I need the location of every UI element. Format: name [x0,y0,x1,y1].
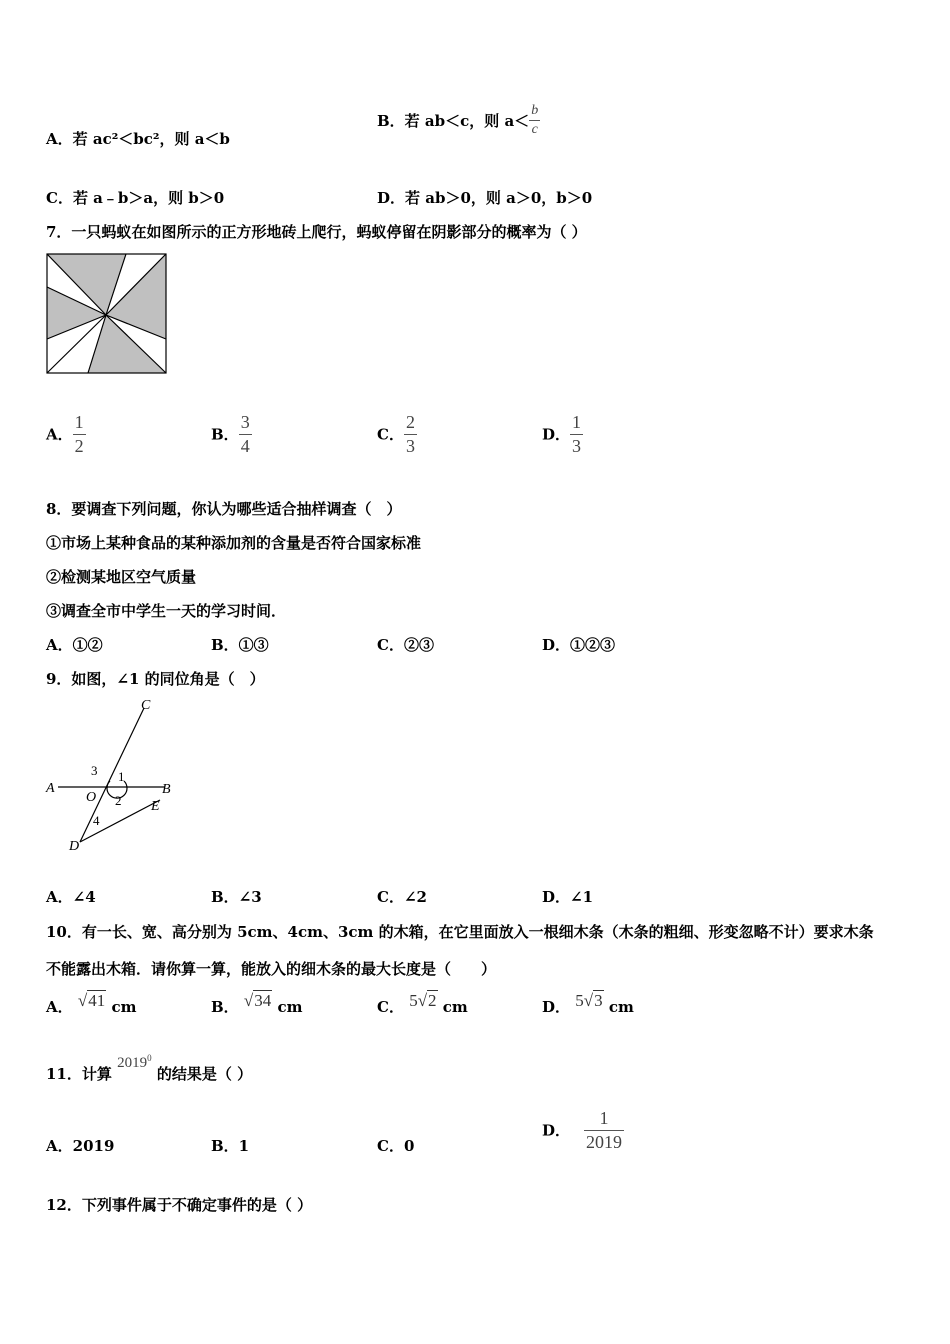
q11-option-c: C．0 [377,1137,415,1155]
label-d: D [69,839,80,854]
q6-option-b: B．若 ab＜c，则 a＜ $\frac{b}{c}$ [377,103,539,138]
angle-4-label: 4 [93,813,100,828]
label-c: C [141,698,151,713]
q8-question: 8．要调查下列问题，你认为哪些适合抽样调查（ ） [46,500,402,518]
q9-option-c: C．∠2 [377,888,427,906]
q8-option-d: D．①②③ [542,636,616,654]
q7-square-tile-figure [46,253,168,375]
q6-option-b-fraction: $\frac{b}{c}$ [531,103,539,138]
q8-item-1: ①市场上某种食品的某种添加剂的含量是否符合国家标准 [46,534,422,552]
q7-option-c: C． $\frac{2}{3}$ [377,412,415,456]
q11-option-d: D． $\frac{1}{2019}$ [542,1108,623,1152]
q10-option-d: D． 5√3 cm [542,991,634,1016]
q9-question: 9．如图，∠1 的同位角是（ ） [46,670,265,688]
label-b: B [162,782,171,797]
q7-option-b: B． $\frac{3}{4}$ [211,412,250,456]
q8-item-3: ③调查全市中学生一天的学习时间． [46,602,287,620]
q9-option-b: B．∠3 [211,888,262,906]
q9-option-d: D．∠1 [542,888,594,906]
q10-option-b: B． √34 cm [211,991,303,1016]
q8-option-a: A．①② [46,636,103,654]
q11-option-a: A．2019 [46,1137,115,1155]
angle-1-label: 1 [118,769,125,784]
q10-question-line-1: 10．有一长、宽、高分别为 5cm、4cm、3cm 的木箱，在它里面放入一根细木条（木条的粗细、形变忽略不计）要求木条 [46,923,874,941]
q8-item-2: ②检测某地区空气质量 [46,568,197,586]
label-o: O [86,790,97,805]
q10-option-a: A． √41 cm [46,991,137,1016]
q11-question: 11．计算 2019$^0$ 的结果是（ ） [46,1053,253,1083]
q8-option-c: C．②③ [377,636,434,654]
angle-2-label: 2 [115,793,122,808]
q6-option-d: D．若 ab＞0，则 a＞0，b＞0 [377,189,593,207]
q11-option-b: B．1 [211,1137,250,1155]
q6-option-a: A．若 ac²＜bc²，则 a＜b [46,130,230,148]
q11-expression: 2019$^0$ [117,1053,152,1071]
q8-option-b: B．①③ [211,636,269,654]
q10-question-line-2: 不能露出木箱．请你算一算，能放入的细木条的最大长度是（ ） [46,960,497,978]
q6-option-c: C．若 a﹣b＞a，则 b＞0 [46,189,225,207]
angle-3-label: 3 [91,763,98,778]
q7-option-a: A． $\frac{1}{2}$ [46,412,84,456]
q12-question: 12．下列事件属于不确定事件的是（ ） [46,1196,313,1214]
q10-option-c: C． 5√2 cm [377,991,468,1016]
q7-question: 7．一只蚂蚁在如图所示的正方形地砖上爬行，蚂蚁停留在阴影部分的概率为（ ） [46,223,587,241]
label-a: A [46,781,55,796]
label-e: E [151,799,160,814]
q9-option-a: A．∠4 [46,888,96,906]
q9-angle-figure [40,692,190,857]
line-cd [80,708,144,842]
q7-option-d: D． $\frac{1}{3}$ [542,412,582,456]
